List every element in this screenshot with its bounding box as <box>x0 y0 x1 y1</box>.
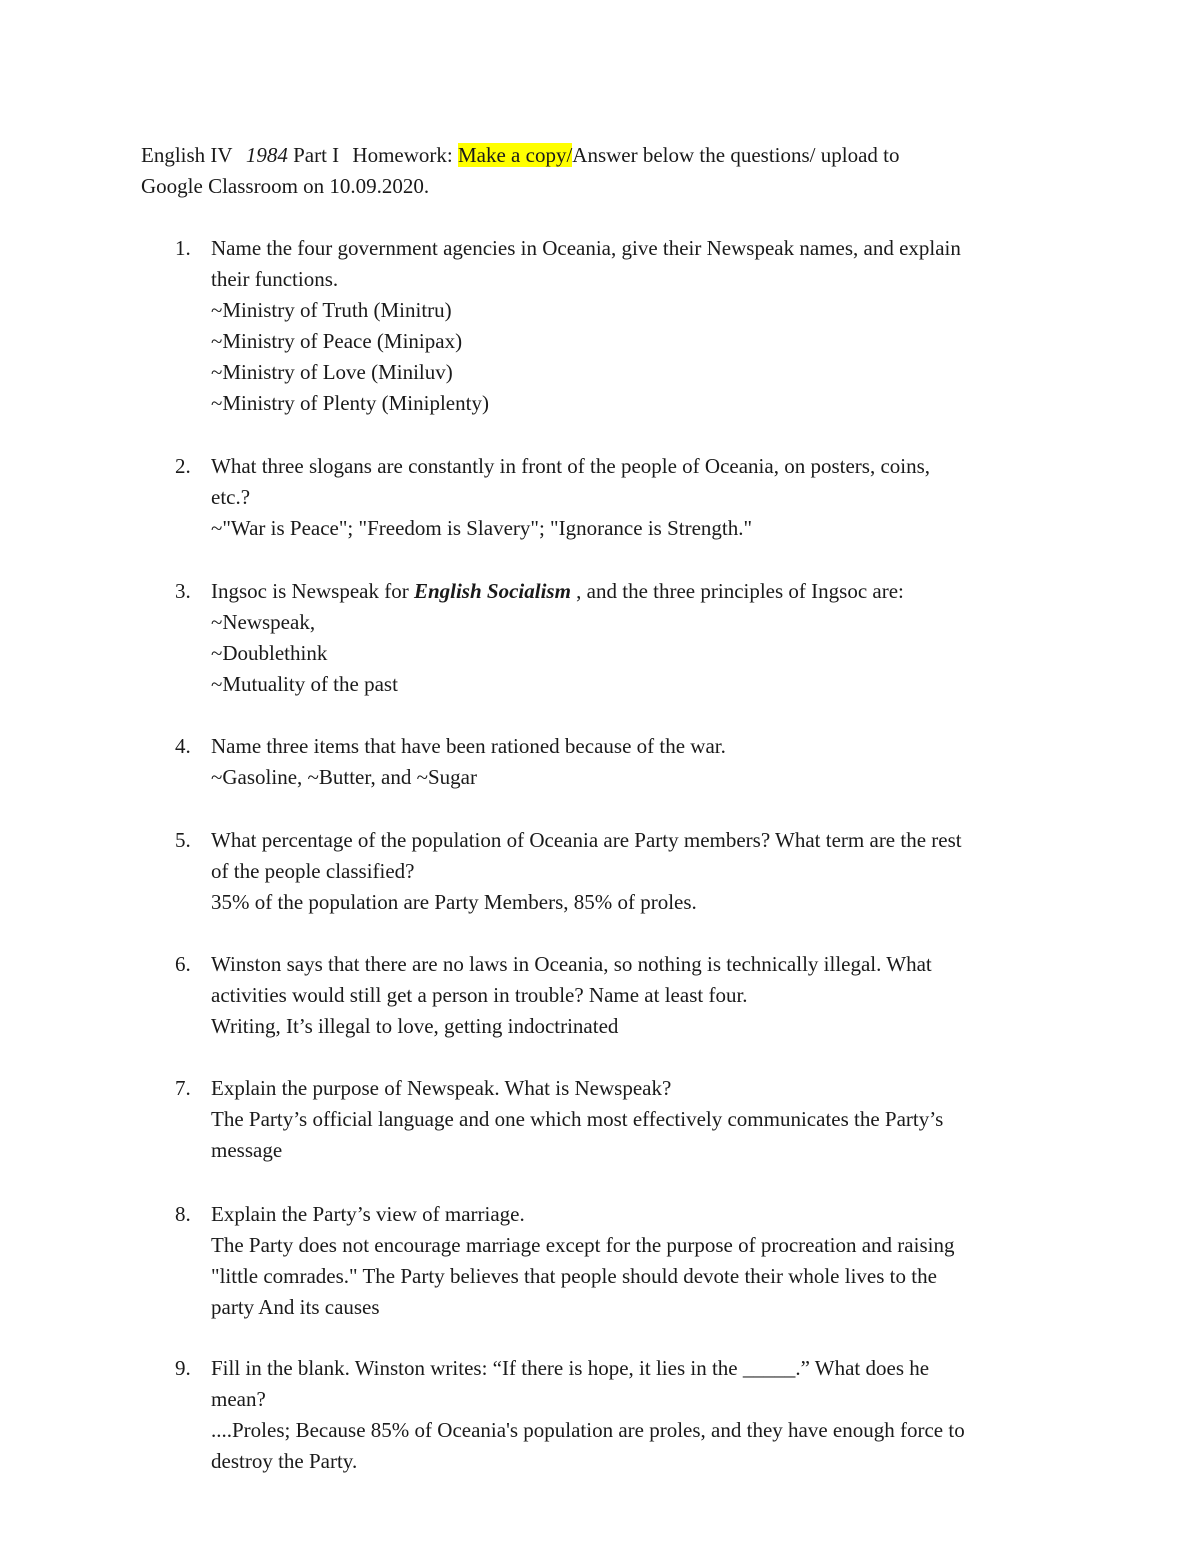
header-line-1 <box>141 140 1041 171</box>
question-body <box>211 949 1071 1042</box>
answer-text: ~"War is Peace"; "Freedom is Slavery"; "Ignorance is Strength." <box>211 516 753 540</box>
question-text: of the people classified? <box>211 859 415 883</box>
question-text: Name three items that have been rationed because of the war. <box>211 734 726 758</box>
answer-text: ~Newspeak, <box>211 610 316 634</box>
answer-text: ~Gasoline, ~Butter, and ~Sugar <box>211 765 477 789</box>
question-text: Explain the purpose of Newspeak. What is Newspeak? <box>211 1076 672 1100</box>
answer-text: ~Doublethink <box>211 641 328 665</box>
instruction-rest: Answer below the questions/ upload to <box>572 143 900 167</box>
answer-text: party And its causes <box>211 1295 380 1319</box>
question-number: 6. <box>175 952 191 976</box>
question-text: Winston says that there are no laws in Oceania, so nothing is technically illegal. What <box>211 952 932 976</box>
question-text: Fill in the blank. Winston writes: “If there is hope, it lies in the _____.” What does he <box>211 1356 930 1380</box>
answer-text: ~Ministry of Plenty (Miniplenty) <box>211 391 489 415</box>
answer-text: The Party does not encourage marriage except for the purpose of procreation and raising <box>211 1233 955 1257</box>
answer-text: destroy the Party. <box>211 1449 358 1473</box>
answer-text: Writing, It’s illegal to love, getting indoctrinated <box>211 1014 619 1038</box>
question-text <box>211 576 1071 607</box>
header-line-2: Google Classroom on 10.09.2020. <box>141 174 430 198</box>
question-number: 3. <box>175 579 191 603</box>
answer-text: ~Ministry of Truth (Minitru) <box>211 298 452 322</box>
question-text: their functions. <box>211 267 339 291</box>
answer-text: ~Mutuality of the past <box>211 672 398 696</box>
question-text: What three slogans are constantly in front of the people of Oceania, on posters, coins, <box>211 454 931 478</box>
highlighted-instruction: Make a copy/ <box>457 143 573 167</box>
question-text: activities would still get a person in trouble? Name at least four. <box>211 983 748 1007</box>
part-label: Part I <box>293 143 340 167</box>
answer-text: message <box>211 1138 283 1162</box>
question-text: mean? <box>211 1387 266 1411</box>
answer-text: ~Ministry of Love (Miniluv) <box>211 360 453 384</box>
homework-label: Homework: <box>352 143 453 167</box>
question-text: Name the four government agencies in Oceania, give their Newspeak names, and explain <box>211 236 961 260</box>
course-name: English IV <box>141 143 233 167</box>
question-body <box>211 731 1071 793</box>
question-body <box>211 451 1071 544</box>
question-text: Explain the Party’s view of marriage. <box>211 1202 525 1226</box>
question-suffix: , and the three principles of Ingsoc are: <box>570 579 904 603</box>
question-body <box>211 825 1071 918</box>
question-number: 2. <box>175 454 191 478</box>
answer-text: The Party’s official language and one which most effectively communicates the Party’s <box>211 1107 944 1131</box>
question-body <box>211 233 1071 419</box>
question-body <box>211 576 1071 700</box>
question-text: What percentage of the population of Oceania are Party members? What term are the rest <box>211 828 962 852</box>
question-body <box>211 1353 1071 1477</box>
answer-text: "little comrades." The Party believes that people should devote their whole lives to the <box>211 1264 937 1288</box>
answer-text: ....Proles; Because 85% of Oceania's population are proles, and they have enough force to <box>211 1418 965 1442</box>
question-number: 5. <box>175 828 191 852</box>
question-number: 4. <box>175 734 191 758</box>
emphasized-term: English Socialism <box>413 579 571 603</box>
question-body <box>211 1199 1071 1323</box>
question-number: 8. <box>175 1202 191 1226</box>
question-number: 1. <box>175 236 191 260</box>
book-title: 1984 <box>245 143 288 167</box>
question-text: etc.? <box>211 485 251 509</box>
answer-text: ~Ministry of Peace (Minipax) <box>211 329 463 353</box>
question-number: 9. <box>175 1356 191 1380</box>
answer-text: 35% of the population are Party Members, 85% of proles. <box>211 890 697 914</box>
assignment-header <box>141 140 1041 202</box>
question-prefix: Ingsoc is Newspeak for <box>211 579 414 603</box>
question-body <box>211 1073 1071 1166</box>
question-number: 7. <box>175 1076 191 1100</box>
